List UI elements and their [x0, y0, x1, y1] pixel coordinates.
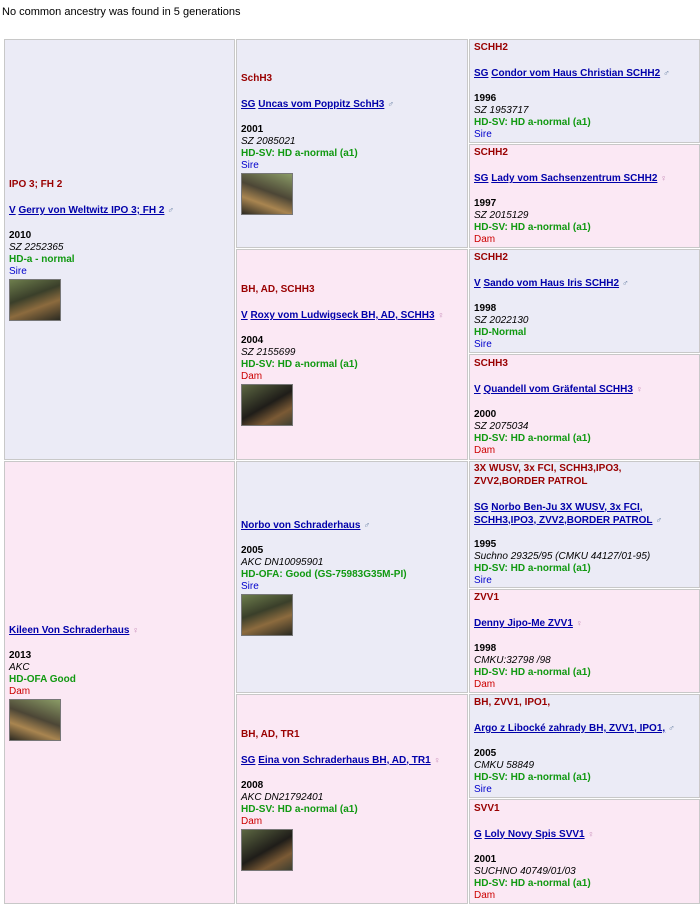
registration-number: SUCHNO 40749/01/03: [474, 865, 576, 877]
health-rating: HD-SV: HD a-normal (a1): [474, 433, 591, 444]
dog-name-link[interactable]: Roxy vom Ludwigseck BH, AD, SCHH3: [250, 310, 435, 321]
pedigree-cell-dds: [469, 694, 700, 798]
sex-label: Sire: [474, 575, 492, 586]
dog-name-link[interactable]: Norbo Ben-Ju 3X WUSV, 3x FCI, SCHH3,IPO3, ZVV2,BORDER PATROL: [474, 501, 653, 526]
registration-number: Suchno 29325/95 (CMKU 44127/01-95): [474, 551, 651, 562]
dog-name-link[interactable]: Quandell vom Gräfental SCHH3: [483, 384, 633, 395]
dog-name-link[interactable]: Gerry von Weltwitz IPO 3; FH 2: [18, 205, 165, 216]
male-icon: ♂: [167, 205, 175, 215]
birth-year: 2001: [474, 853, 497, 865]
sex-label: Dam: [474, 234, 496, 245]
birth-year: 1998: [474, 303, 497, 314]
rating-prefix: V: [474, 384, 481, 395]
rating-prefix: G: [474, 828, 482, 840]
dog-photo[interactable]: [9, 699, 61, 741]
dog-name-link[interactable]: Loly Novy Spis SVV1: [484, 828, 585, 840]
birth-year: 2004: [241, 335, 264, 346]
pedigree-cell-sire-dam: [236, 249, 468, 460]
registration-number: CMKU:32798 /98: [474, 655, 551, 666]
health-rating: HD-SV: HD a-normal (a1): [474, 877, 591, 889]
registration-number: SZ 2075034: [474, 421, 529, 432]
dog-titles: SchH3: [241, 73, 273, 84]
pedigree-cell-sds: [469, 249, 700, 353]
registration-number: AKC DN10095901: [241, 556, 324, 568]
male-icon: ♂: [655, 514, 663, 525]
registration-number: SZ 2015129: [474, 210, 529, 221]
dog-photo[interactable]: [241, 829, 293, 871]
dog-titles: ZVV1: [474, 592, 500, 603]
male-icon: ♂: [663, 68, 670, 78]
dog-name-link[interactable]: Sando vom Haus Iris SCHH2: [483, 278, 620, 289]
sex-label: Sire: [241, 160, 259, 171]
pedigree-cell-sss: [469, 39, 700, 143]
birth-year: 1998: [474, 643, 497, 654]
registration-number: SZ 2252365: [9, 242, 64, 253]
dog-photo[interactable]: [241, 384, 293, 426]
sex-label: Dam: [241, 815, 263, 827]
pedigree-cell-dam-dam: [236, 694, 468, 904]
birth-year: 1995: [474, 539, 497, 550]
pedigree-cell-sire: [4, 39, 235, 460]
dog-titles: SCHH2: [474, 42, 508, 53]
dog-name-link[interactable]: Condor vom Haus Christian SCHH2: [491, 68, 661, 79]
health-rating: HD-SV: HD a-normal (a1): [241, 359, 358, 370]
sex-label: Dam: [241, 371, 263, 382]
dog-name-link[interactable]: Denny Jipo-Me ZVV1: [474, 618, 573, 629]
dog-name-link[interactable]: Eina von Schraderhaus BH, AD, TR1: [258, 754, 431, 766]
no-common-ancestry-notice: No common ancestry was found in 5 generations: [2, 6, 241, 18]
health-rating: HD-SV: HD a-normal (a1): [474, 667, 591, 678]
dog-titles: BH, AD, TR1: [241, 728, 300, 740]
health-rating: HD-a - normal: [9, 254, 75, 265]
female-icon: ♀: [587, 828, 595, 839]
health-rating: HD-SV: HD a-normal (a1): [474, 563, 591, 574]
male-icon: ♂: [363, 519, 371, 530]
dog-titles: 3X WUSV, 3x FCI, SCHH3,IPO3, ZVV2,BORDER PATROL: [474, 463, 622, 487]
female-icon: ♀: [132, 625, 140, 635]
registration-number: AKC DN21792401: [241, 791, 324, 803]
birth-year: 2008: [241, 779, 264, 791]
sex-label: Dam: [474, 445, 496, 456]
dog-name-link[interactable]: Argo z Libocké zahrady BH, ZVV1, IPO1,: [474, 723, 666, 734]
rating-prefix: SG: [474, 173, 489, 184]
dog-name-link[interactable]: Norbo von Schraderhaus: [241, 519, 361, 531]
rating-prefix: SG: [474, 501, 489, 513]
female-icon: ♀: [437, 310, 445, 320]
registration-number: SZ 2155699: [241, 347, 296, 358]
health-rating: HD-SV: HD a-normal (a1): [474, 222, 591, 233]
birth-year: 2013: [9, 650, 32, 661]
pedigree-cell-sire-sire: [236, 39, 468, 248]
dog-titles: SCHH3: [474, 358, 508, 369]
birth-year: 1996: [474, 93, 497, 104]
sex-label: Sire: [241, 580, 259, 592]
dog-titles: IPO 3; FH 2: [9, 179, 63, 190]
registration-number: AKC: [9, 662, 30, 673]
health-rating: HD-Normal: [474, 327, 527, 338]
female-icon: ♀: [575, 618, 583, 628]
pedigree-cell-dam: [4, 461, 235, 904]
dog-photo[interactable]: [241, 173, 293, 215]
registration-number: SZ 2085021: [241, 136, 296, 147]
dog-titles: SVV1: [474, 802, 500, 814]
female-icon: ♀: [635, 384, 643, 394]
sex-label: Sire: [9, 266, 27, 277]
rating-prefix: SG: [241, 754, 256, 766]
dog-titles: BH, ZVV1, IPO1,: [474, 697, 551, 708]
sex-label: Dam: [9, 686, 31, 697]
health-rating: HD-SV: HD a-normal (a1): [241, 803, 358, 815]
rating-prefix: V: [474, 278, 481, 289]
sex-label: Sire: [474, 339, 492, 350]
health-rating: HD-SV: HD a-normal (a1): [241, 148, 358, 159]
health-rating: HD-OFA: Good (GS-75983G35M-PI): [241, 568, 407, 580]
health-rating: HD-SV: HD a-normal (a1): [474, 772, 591, 783]
dog-name-link[interactable]: Kileen Von Schraderhaus: [9, 625, 130, 636]
rating-prefix: V: [9, 205, 16, 216]
rating-prefix: V: [241, 310, 248, 321]
rating-prefix: SG: [474, 68, 489, 79]
health-rating: HD-SV: HD a-normal (a1): [474, 117, 591, 128]
birth-year: 2005: [241, 544, 264, 556]
sex-label: Dam: [474, 679, 496, 690]
birth-year: 2000: [474, 409, 497, 420]
male-icon: ♂: [387, 99, 395, 109]
registration-number: SZ 2022130: [474, 315, 529, 326]
birth-year: 1997: [474, 198, 497, 209]
sex-label: Sire: [474, 129, 492, 140]
birth-year: 2005: [474, 748, 497, 759]
pedigree-cell-dss: [469, 461, 700, 588]
dog-photo[interactable]: [241, 594, 293, 636]
health-rating: HD-OFA Good: [9, 674, 76, 685]
sex-label: Sire: [474, 784, 492, 795]
dog-titles: SCHH2: [474, 147, 508, 158]
female-icon: ♀: [433, 754, 441, 765]
registration-number: CMKU 58849: [474, 760, 535, 771]
pedigree-cell-dam-sire: [236, 461, 468, 693]
birth-year: 2001: [241, 124, 264, 135]
dog-photo[interactable]: [9, 279, 61, 321]
pedigree-cell-ddd: [469, 799, 700, 904]
rating-prefix: SG: [241, 99, 256, 110]
male-icon: ♂: [622, 278, 629, 288]
registration-number: SZ 1953717: [474, 105, 529, 116]
female-icon: ♀: [660, 173, 668, 183]
birth-year: 2010: [9, 230, 32, 241]
pedigree-cell-ssd: [469, 144, 700, 248]
dog-titles: BH, AD, SCHH3: [241, 284, 315, 295]
dog-name-link[interactable]: Lady vom Sachsenzentrum SCHH2: [491, 173, 658, 184]
sex-label: Dam: [474, 889, 496, 901]
male-icon: ♂: [668, 723, 675, 733]
pedigree-cell-dsd: [469, 589, 700, 693]
dog-name-link[interactable]: Uncas vom Poppitz SchH3: [258, 99, 385, 110]
pedigree-cell-sdd: [469, 354, 700, 460]
dog-titles: SCHH2: [474, 252, 508, 263]
